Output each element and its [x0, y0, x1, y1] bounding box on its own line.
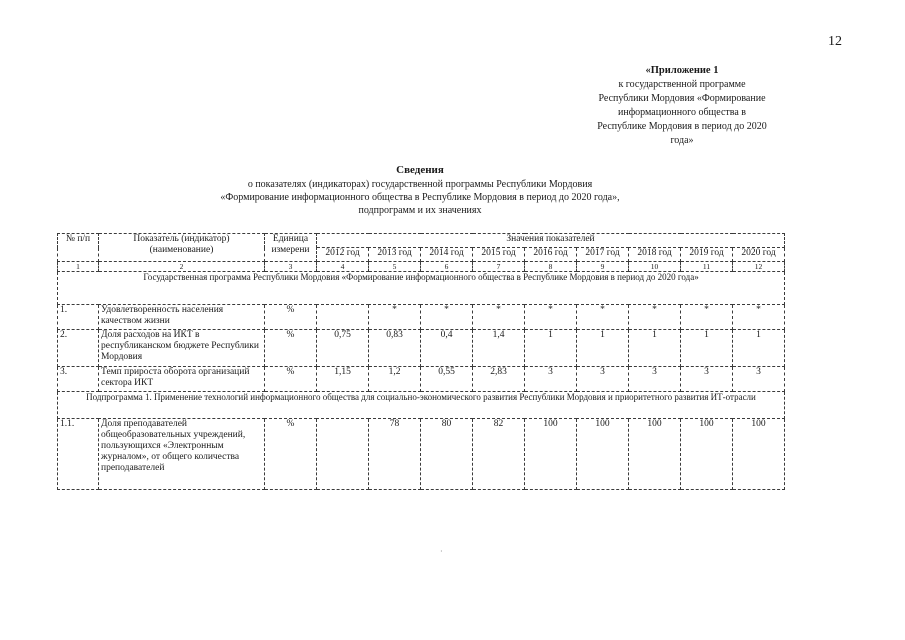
unit-cell: %: [265, 305, 317, 330]
column-number: 1: [58, 262, 99, 272]
value-cell: 100: [733, 419, 785, 490]
column-number: 9: [577, 262, 629, 272]
row-number: 3.: [58, 367, 99, 392]
value-cell: *: [733, 305, 785, 330]
value-cell: 3: [629, 367, 681, 392]
header-num: № п/п: [58, 234, 99, 262]
value-cell: *: [629, 305, 681, 330]
value-cell: *: [525, 305, 577, 330]
row-number: 2.: [58, 330, 99, 367]
column-number: 8: [525, 262, 577, 272]
page-number: 12: [828, 34, 842, 49]
header-year: 2015 год: [473, 248, 525, 262]
appendix-block: [562, 64, 802, 148]
header-year: 2018 год: [629, 248, 681, 262]
table-row: [58, 330, 785, 367]
value-cell: *: [421, 305, 473, 330]
row-number: 1.: [58, 305, 99, 330]
value-cell: 3: [681, 367, 733, 392]
value-cell: 100: [577, 419, 629, 490]
subprogram-section-row: [58, 392, 785, 419]
value-cell: 1: [733, 330, 785, 367]
value-cell: 3: [525, 367, 577, 392]
scan-speck: ·: [440, 547, 443, 556]
value-cell: 78: [369, 419, 421, 490]
program-title: Государственная программа Республики Мордовия «Формирование информационного общества в Республике Мордовия в период до 2020 года»: [58, 272, 785, 305]
header-unit: Единица измерени: [265, 234, 317, 262]
value-cell: 1: [525, 330, 577, 367]
value-cell: 1: [577, 330, 629, 367]
value-cell: 1: [681, 330, 733, 367]
value-cell: 0,75: [317, 330, 369, 367]
appendix-title: «Приложение 1: [645, 65, 719, 76]
value-cell: 0,4: [421, 330, 473, 367]
value-cell: [317, 305, 369, 330]
column-number: 12: [733, 262, 785, 272]
value-cell: 1,2: [369, 367, 421, 392]
indicator-name: Доля преподавателей общеобразовательных учреждений, пользующихся «Электронным журналом», от общего количества преподавателей: [99, 419, 265, 490]
column-number: 6: [421, 262, 473, 272]
indicator-name: Доля расходов на ИКТ в республиканском бюджете Республики Мордовия: [99, 330, 265, 367]
header-year: 2012 год: [317, 248, 369, 262]
value-cell: 3: [733, 367, 785, 392]
header-year: 2019 год: [681, 248, 733, 262]
value-cell: 1,15: [317, 367, 369, 392]
table-row: [58, 367, 785, 392]
unit-cell: %: [265, 419, 317, 490]
unit-cell: %: [265, 367, 317, 392]
value-cell: *: [681, 305, 733, 330]
appendix-line: к государственной программе: [618, 79, 746, 90]
heading-line: «Формирование информационного общества в Республике Мордовия в период до 2020 года»,: [220, 192, 620, 203]
value-cell: [317, 419, 369, 490]
value-cell: 1,4: [473, 330, 525, 367]
value-cell: 3: [577, 367, 629, 392]
table-row: [58, 305, 785, 330]
column-number: 10: [629, 262, 681, 272]
value-cell: 0,83: [369, 330, 421, 367]
heading-line: о показателях (индикаторах) государственной программы Республики Мордовия: [247, 179, 593, 190]
row-number: 1.1.: [58, 419, 99, 490]
header-year: 2013 год: [369, 248, 421, 262]
header-year: 2016 год: [525, 248, 577, 262]
table-row: [58, 419, 785, 490]
document-heading: [150, 164, 690, 217]
value-cell: 82: [473, 419, 525, 490]
appendix-line: Республики Мордовия «Формирование: [598, 93, 766, 104]
program-section-row: [58, 272, 785, 305]
column-number: 4: [317, 262, 369, 272]
value-cell: *: [369, 305, 421, 330]
indicator-name: Удовлетворенность населения качеством жизни: [99, 305, 265, 330]
appendix-line: информационного общества в: [617, 107, 747, 118]
value-cell: 1: [629, 330, 681, 367]
appendix-line: Республике Мордовия в период до 2020: [597, 121, 767, 132]
value-cell: 100: [681, 419, 733, 490]
value-cell: 100: [525, 419, 577, 490]
value-cell: *: [473, 305, 525, 330]
header-year: 2014 год: [421, 248, 473, 262]
column-numbers-row: [58, 262, 785, 272]
column-number: 5: [369, 262, 421, 272]
header-year: 2020 год: [733, 248, 785, 262]
subprogram-title: Подпрограмма 1. Применение технологий информационного общества для социально-экономического развития Республики Мордовия и приоритетного развития ИТ-отрасли: [58, 392, 785, 419]
column-number: 11: [681, 262, 733, 272]
value-cell: 0,55: [421, 367, 473, 392]
heading-line: подпрограмм и их значениях: [358, 205, 482, 216]
value-cell: *: [577, 305, 629, 330]
unit-cell: %: [265, 330, 317, 367]
column-number: 3: [265, 262, 317, 272]
header-values-group: Значения показателей: [317, 234, 785, 248]
value-cell: 80: [421, 419, 473, 490]
header-year: 2017 год: [577, 248, 629, 262]
indicator-name: Темп прироста оборота организаций сектора ИКТ: [99, 367, 265, 392]
column-number: 7: [473, 262, 525, 272]
heading-title: Сведения: [396, 164, 444, 176]
appendix-line: года»: [670, 135, 694, 146]
indicators-table: [57, 233, 785, 490]
value-cell: 2,83: [473, 367, 525, 392]
header-indicator: Показатель (индикатор) (наименование): [99, 234, 265, 262]
value-cell: 100: [629, 419, 681, 490]
column-number: 2: [99, 262, 265, 272]
